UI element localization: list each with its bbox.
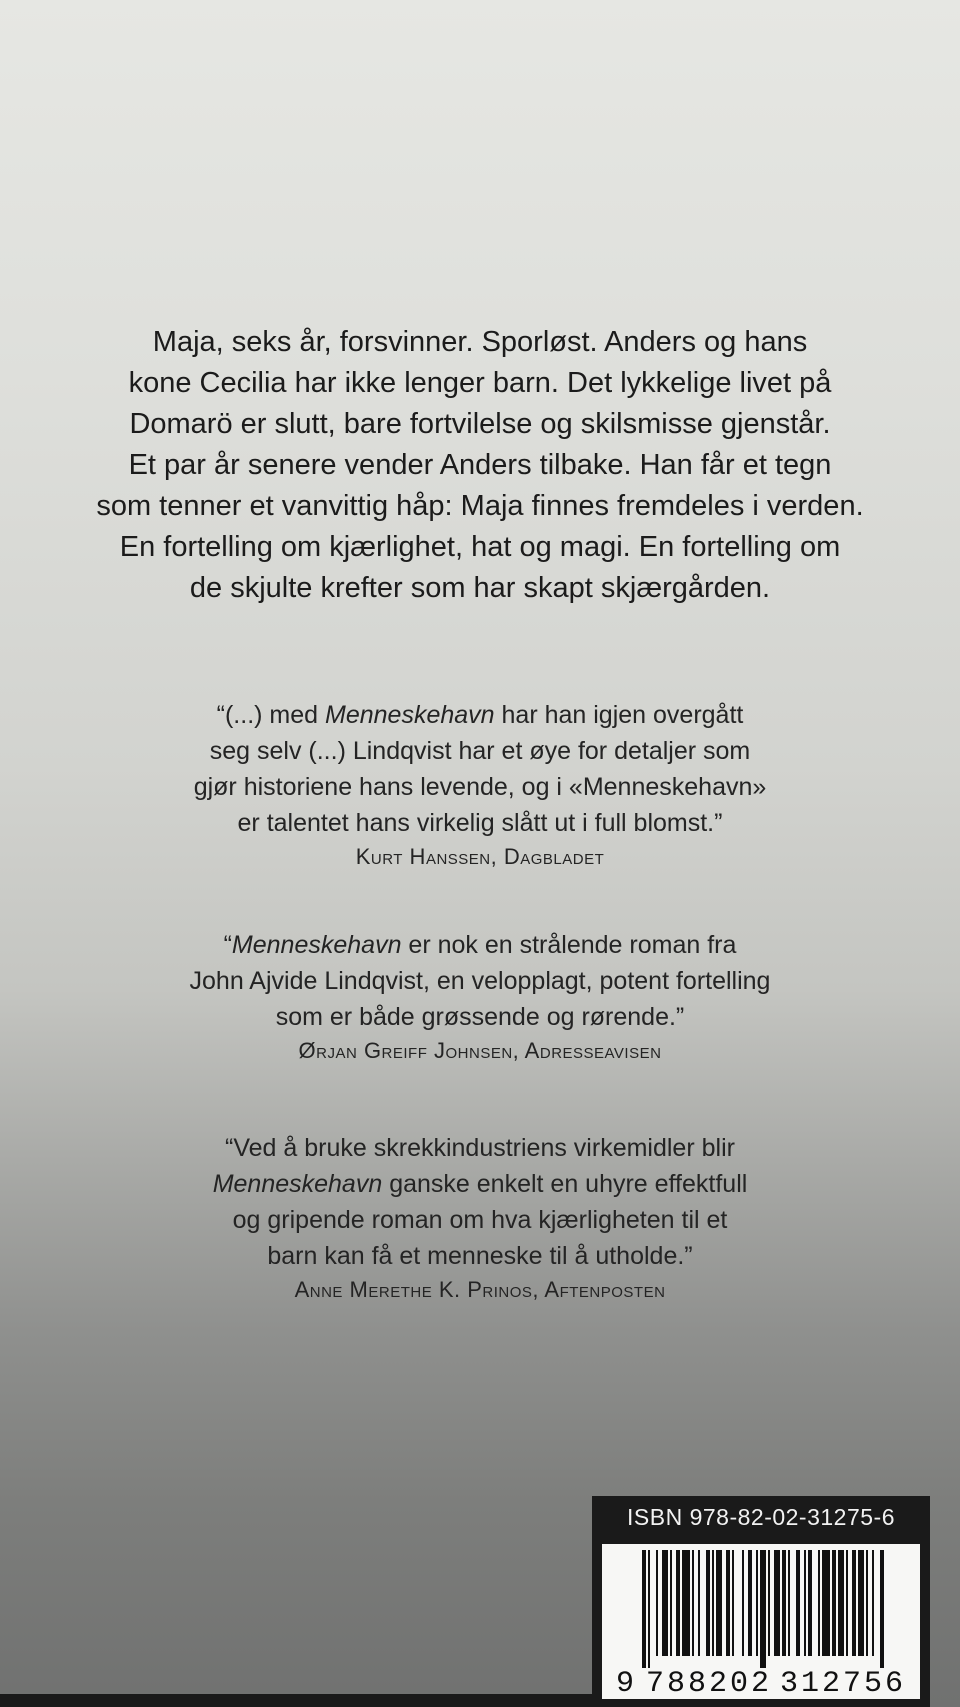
- barcode-bar: [692, 1550, 694, 1656]
- barcode-bar: [748, 1550, 752, 1656]
- blurb-line: Maja, seks år, forsvinner. Sporløst. Anders og hans: [152, 326, 808, 358]
- barcode-bar: [742, 1550, 744, 1656]
- quote-line: [60, 927, 900, 963]
- blurb-line: Domarö er slutt, bare fortvilelse og skilsmisse gjenstår.: [129, 408, 831, 440]
- barcode-bar: [648, 1550, 650, 1668]
- book-title: Menneskehavn: [212, 1170, 383, 1198]
- review-quote: [60, 697, 900, 873]
- quote-text: er nok en strålende roman fra: [401, 931, 737, 959]
- barcode-bar: [676, 1550, 680, 1656]
- barcode-bar: [726, 1550, 730, 1656]
- barcode-bar: [866, 1550, 868, 1656]
- quote-line: “Ved å bruke skrekkindustriens virkemidler blir: [225, 1134, 735, 1162]
- bottom-edge-strip: [0, 1694, 592, 1707]
- blurb-line: kone Cecilia har ikke lenger barn. Det lykkelige livet på: [128, 367, 832, 399]
- quote-line: John Ajvide Lindqvist, en velopplagt, potent fortelling: [189, 967, 771, 995]
- barcode-bar: [880, 1550, 884, 1668]
- quote-text: “: [223, 931, 232, 959]
- barcode-digit: 9: [616, 1667, 635, 1699]
- quote-line: barn kan få et menneske til å utholde.”: [267, 1242, 693, 1270]
- quote-line: gjør historiene hans levende, og i «Menneskehavn»: [193, 773, 767, 801]
- barcode-bar: [698, 1550, 700, 1656]
- quote-text: “(...) med: [216, 701, 325, 729]
- barcode-bar: [712, 1550, 714, 1656]
- barcode-bar: [818, 1550, 820, 1656]
- barcode-bar: [756, 1550, 758, 1656]
- review-attribution: Kurt Hanssen, Dagbladet: [355, 844, 605, 869]
- barcode-bar: [832, 1550, 836, 1656]
- barcode-bar: [662, 1550, 668, 1656]
- barcode-bar: [732, 1550, 734, 1656]
- quote-text: har han igjen overgått: [494, 701, 744, 729]
- barcode-bar: [822, 1550, 830, 1656]
- isbn-barcode-box: [592, 1496, 930, 1707]
- barcode-bar: [858, 1550, 864, 1656]
- barcode-bar: [838, 1550, 844, 1656]
- barcode-bar: [682, 1550, 690, 1656]
- barcode-bar: [774, 1550, 780, 1656]
- quote-line: er talentet hans virkelig slått ut i full blomst.”: [237, 809, 723, 837]
- barcode-bar: [642, 1550, 646, 1668]
- blurb-line: de skjulte krefter som har skapt skjærgården.: [189, 572, 771, 604]
- barcode-bar: [872, 1550, 874, 1656]
- review-attribution: Ørjan Greiff Johnsen, Adresseavisen: [298, 1038, 662, 1063]
- barcode-bar: [788, 1550, 790, 1656]
- barcode-bar: [706, 1550, 710, 1656]
- review-attribution: Anne Merethe K. Prinos, Aftenposten: [294, 1277, 666, 1302]
- barcode-icon: [602, 1544, 920, 1699]
- book-blurb: [30, 322, 930, 609]
- barcode-bar: [782, 1550, 786, 1656]
- review-quote: [60, 1130, 900, 1306]
- blurb-line: En fortelling om kjærlighet, hat og magi. En fortelling om: [119, 531, 841, 563]
- barcode-digit-group: 312756: [780, 1667, 907, 1699]
- book-title: Menneskehavn: [325, 701, 495, 729]
- barcode-bar: [796, 1550, 800, 1656]
- quote-line: [60, 697, 900, 733]
- book-title: Menneskehavn: [231, 931, 402, 959]
- barcode-bar: [808, 1550, 812, 1656]
- barcode-bar: [670, 1550, 672, 1656]
- quote-line: som er både grøssende og rørende.”: [275, 1003, 685, 1031]
- blurb-line: som tenner et vanvittig håp: Maja finnes fremdeles i verden.: [96, 490, 864, 522]
- quote-line: [60, 1166, 900, 1202]
- barcode-bar: [656, 1550, 658, 1656]
- quote-text: ganske enkelt en uhyre effektfull: [382, 1170, 748, 1198]
- barcode-panel: [602, 1544, 920, 1699]
- quote-line: og gripende roman om hva kjærligheten til et: [232, 1206, 728, 1234]
- barcode-digit-group: 788202: [646, 1667, 773, 1699]
- isbn-number: ISBN 978-82-02-31275-6: [627, 1504, 895, 1530]
- barcode-bar: [846, 1550, 848, 1656]
- quote-line: seg selv (...) Lindqvist har et øye for detaljer som: [209, 737, 751, 765]
- blurb-line: Et par år senere vender Anders tilbake. Han får et tegn: [128, 449, 832, 481]
- barcode-bar: [768, 1550, 770, 1656]
- barcode-bar: [760, 1550, 766, 1668]
- barcode-bar: [852, 1550, 856, 1656]
- review-quote: [60, 927, 900, 1067]
- barcode-bar: [804, 1550, 806, 1656]
- barcode-bar: [716, 1550, 722, 1656]
